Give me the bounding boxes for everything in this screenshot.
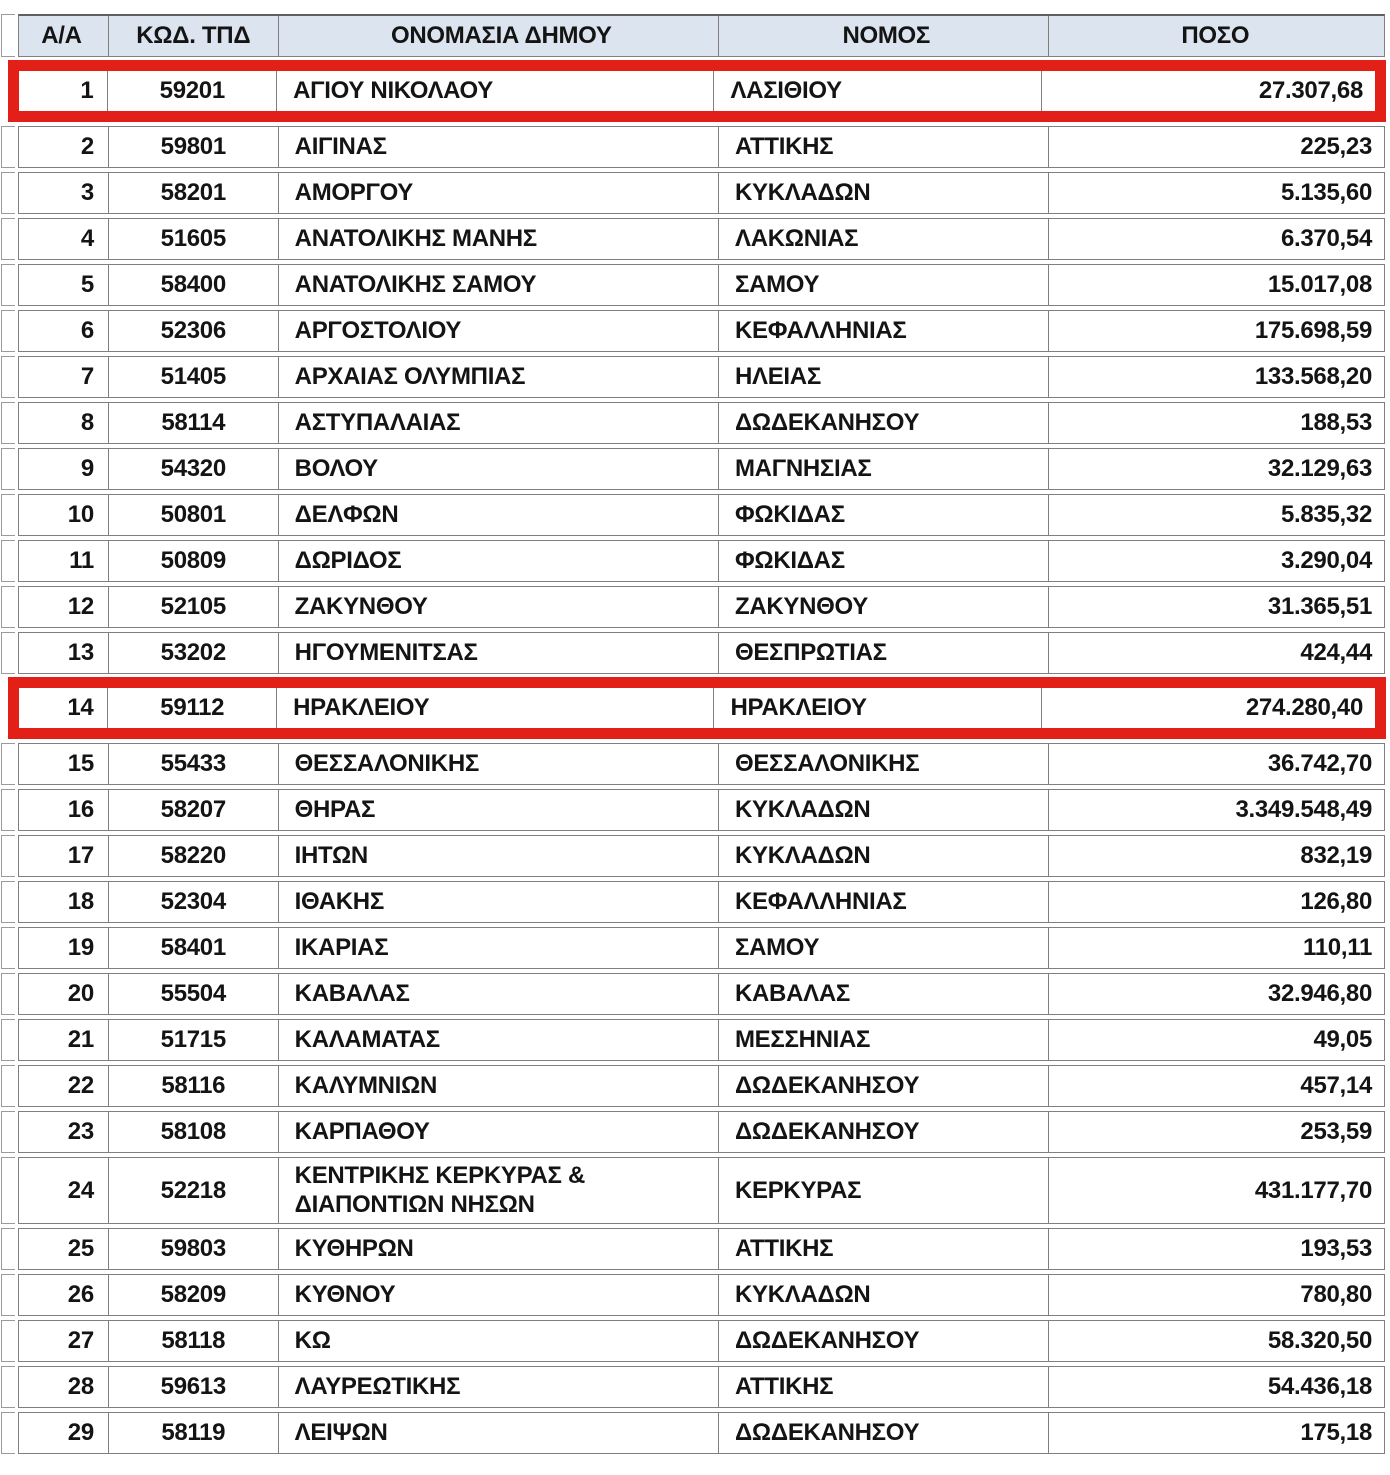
- cell-code: 51605: [108, 219, 278, 259]
- table-row: [18, 448, 1385, 490]
- municipalities-amounts-table: [18, 14, 1385, 1454]
- table-row: [18, 402, 1385, 444]
- cell-aa: 22: [67, 1072, 94, 1100]
- cell-municipality: ΔΕΛΦΩΝ: [278, 495, 718, 535]
- cell-municipality: ΒΟΛΟΥ: [278, 449, 718, 489]
- cell-prefecture: ΗΛΕΙΑΣ: [718, 357, 1048, 397]
- cell-amount: 253,59: [1048, 1112, 1385, 1152]
- cell-prefecture: ΚΥΚΛΑΔΩΝ: [718, 836, 1048, 876]
- cell-code: 58220: [108, 836, 278, 876]
- cell-code: 58207: [108, 790, 278, 830]
- cell-code: 50801: [108, 495, 278, 535]
- table-row: [18, 310, 1385, 352]
- cell-code: 58401: [108, 928, 278, 968]
- cell-code: 59112: [107, 688, 276, 728]
- cell-prefecture: ΘΕΣΠΡΩΤΙΑΣ: [718, 633, 1048, 673]
- cell-prefecture: ΣΑΜΟΥ: [718, 928, 1048, 968]
- column-header-aa: Α/Α: [19, 16, 108, 56]
- cell-municipality: ΚΥΘΗΡΩΝ: [278, 1229, 718, 1269]
- cell-aa: 16: [67, 796, 94, 824]
- cell-prefecture: ΔΩΔΕΚΑΝΗΣΟΥ: [718, 1066, 1048, 1106]
- cell-amount: 5.135,60: [1048, 173, 1385, 213]
- cell-municipality: ΑΜΟΡΓΟΥ: [278, 173, 718, 213]
- cell-municipality: ΚΥΘΝΟΥ: [278, 1275, 718, 1315]
- table-row: [18, 586, 1385, 628]
- cell-aa: 26: [67, 1280, 94, 1308]
- cell-code: 51405: [108, 357, 278, 397]
- table-row: [18, 881, 1385, 923]
- cell-code: 52218: [108, 1158, 278, 1223]
- cell-code: 58114: [108, 403, 278, 443]
- cell-prefecture: ΜΕΣΣΗΝΙΑΣ: [718, 1020, 1048, 1060]
- cell-aa: 23: [67, 1118, 94, 1146]
- cell-municipality: ΘΕΣΣΑΛΟΝΙΚΗΣ: [278, 744, 718, 784]
- cell-amount: 6.370,54: [1048, 219, 1385, 259]
- cell-code: 58209: [108, 1275, 278, 1315]
- cell-prefecture: ΗΡΑΚΛΕΙΟΥ: [713, 688, 1040, 728]
- cell-prefecture: ΑΤΤΙΚΗΣ: [718, 127, 1048, 167]
- cell-amount: 175,18: [1048, 1413, 1385, 1453]
- cell-aa: 21: [67, 1026, 94, 1054]
- cell-municipality: ΗΡΑΚΛΕΙΟΥ: [276, 688, 713, 728]
- cell-amount: 110,11: [1048, 928, 1385, 968]
- cell-code: 58119: [108, 1413, 278, 1453]
- cell-amount: 36.742,70: [1048, 744, 1385, 784]
- cell-amount: 126,80: [1048, 882, 1385, 922]
- cell-prefecture: ΚΕΡΚΥΡΑΣ: [718, 1158, 1048, 1223]
- cell-aa: 24: [67, 1176, 94, 1204]
- cell-code: 58201: [108, 173, 278, 213]
- cell-municipality: ΙΗΤΩΝ: [278, 836, 718, 876]
- cell-amount: 188,53: [1048, 403, 1385, 443]
- cell-amount: 431.177,70: [1048, 1158, 1385, 1223]
- cell-prefecture: ΔΩΔΕΚΑΝΗΣΟΥ: [718, 1413, 1048, 1453]
- cell-amount: 58.320,50: [1048, 1321, 1385, 1361]
- cell-municipality: ΚΕΝΤΡΙΚΗΣ ΚΕΡΚΥΡΑΣ & ΔΙΑΠΟΝΤΙΩΝ ΝΗΣΩΝ: [278, 1158, 718, 1223]
- cell-municipality: ΚΑΡΠΑΘΟΥ: [278, 1112, 718, 1152]
- cell-prefecture: ΦΩΚΙΔΑΣ: [718, 541, 1048, 581]
- cell-amount: 15.017,08: [1048, 265, 1385, 305]
- table-row: [18, 927, 1385, 969]
- cell-prefecture: ΦΩΚΙΔΑΣ: [718, 495, 1048, 535]
- cell-prefecture: ΣΑΜΟΥ: [718, 265, 1048, 305]
- cell-code: 52105: [108, 587, 278, 627]
- cell-aa: 8: [80, 409, 94, 437]
- cell-prefecture: ΔΩΔΕΚΑΝΗΣΟΥ: [718, 1112, 1048, 1152]
- cell-prefecture: ΖΑΚΥΝΘΟΥ: [718, 587, 1048, 627]
- cell-aa: 9: [80, 455, 94, 483]
- table-row: [18, 172, 1385, 214]
- column-header-municipality: ΟΝΟΜΑΣΙΑ ΔΗΜΟΥ: [278, 16, 718, 56]
- cell-amount: 32.129,63: [1048, 449, 1385, 489]
- table-row: [18, 540, 1385, 582]
- cell-prefecture: ΑΤΤΙΚΗΣ: [718, 1367, 1048, 1407]
- table-row: [18, 973, 1385, 1015]
- cell-amount: 193,53: [1048, 1229, 1385, 1269]
- cell-aa: 5: [80, 271, 94, 299]
- cell-amount: 780,80: [1048, 1275, 1385, 1315]
- cell-municipality: ΑΝΑΤΟΛΙΚΗΣ ΣΑΜΟΥ: [278, 265, 718, 305]
- cell-code: 50809: [108, 541, 278, 581]
- cell-aa: 11: [69, 547, 94, 575]
- cell-municipality: ΑΡΧΑΙΑΣ ΟΛΥΜΠΙΑΣ: [278, 357, 718, 397]
- cell-municipality: ΗΓΟΥΜΕΝΙΤΣΑΣ: [278, 633, 718, 673]
- cell-aa: 10: [67, 501, 94, 529]
- cell-aa: 28: [67, 1372, 94, 1400]
- table-row: [18, 1412, 1385, 1454]
- cell-prefecture: ΑΤΤΙΚΗΣ: [718, 1229, 1048, 1269]
- cell-amount: 424,44: [1048, 633, 1385, 673]
- cell-amount: 274.280,40: [1041, 688, 1375, 728]
- table-row: [18, 1320, 1385, 1362]
- cell-amount: 225,23: [1048, 127, 1385, 167]
- cell-aa: 29: [67, 1418, 94, 1446]
- cell-municipality: ΛΕΙΨΩΝ: [278, 1413, 718, 1453]
- cell-aa: 12: [67, 593, 94, 621]
- cell-amount: 54.436,18: [1048, 1367, 1385, 1407]
- cell-amount: 3.290,04: [1048, 541, 1385, 581]
- cell-aa: 27: [67, 1326, 94, 1354]
- table-row: [18, 1065, 1385, 1107]
- cell-prefecture: ΚΕΦΑΛΛΗΝΙΑΣ: [718, 311, 1048, 351]
- cell-municipality: ΚΑΛΥΜΝΙΩΝ: [278, 1066, 718, 1106]
- table-row: [18, 264, 1385, 306]
- cell-amount: 832,19: [1048, 836, 1385, 876]
- cell-code: 59201: [107, 71, 276, 111]
- cell-prefecture: ΘΕΣΣΑΛΟΝΙΚΗΣ: [718, 744, 1048, 784]
- cell-municipality: ΖΑΚΥΝΘΟΥ: [278, 587, 718, 627]
- column-header-code: ΚΩΔ. ΤΠΔ: [108, 16, 278, 56]
- cell-aa: 1: [80, 77, 94, 105]
- cell-prefecture: ΛΑΚΩΝΙΑΣ: [718, 219, 1048, 259]
- cell-municipality: ΚΩ: [278, 1321, 718, 1361]
- cell-aa: 18: [67, 888, 94, 916]
- cell-aa: 3: [80, 179, 94, 207]
- table-row: [18, 1111, 1385, 1153]
- cell-amount: 27.307,68: [1041, 71, 1375, 111]
- column-header-prefecture: ΝΟΜΟΣ: [718, 16, 1048, 56]
- table-row: [18, 1019, 1385, 1061]
- table-row: [18, 494, 1385, 536]
- table-row: [18, 1157, 1385, 1224]
- table-header-row: [18, 14, 1385, 57]
- table-row: [18, 356, 1385, 398]
- cell-aa: 15: [67, 750, 94, 778]
- cell-aa: 20: [67, 980, 94, 1008]
- cell-code: 53202: [108, 633, 278, 673]
- cell-municipality: ΚΑΒΑΛΑΣ: [278, 974, 718, 1014]
- table-row: [18, 789, 1385, 831]
- cell-municipality: ΑΝΑΤΟΛΙΚΗΣ ΜΑΝΗΣ: [278, 219, 718, 259]
- cell-prefecture: ΚΥΚΛΑΔΩΝ: [718, 790, 1048, 830]
- table-row: [18, 835, 1385, 877]
- cell-amount: 457,14: [1048, 1066, 1385, 1106]
- cell-amount: 133.568,20: [1048, 357, 1385, 397]
- cell-municipality: ΙΚΑΡΙΑΣ: [278, 928, 718, 968]
- table-row: [18, 218, 1385, 260]
- cell-municipality: ΔΩΡΙΔΟΣ: [278, 541, 718, 581]
- cell-amount: 5.835,32: [1048, 495, 1385, 535]
- cell-municipality: ΑΣΤΥΠΑΛΑΙΑΣ: [278, 403, 718, 443]
- column-header-amount: ΠΟΣΟ: [1048, 16, 1385, 56]
- cell-prefecture: ΚΑΒΑΛΑΣ: [718, 974, 1048, 1014]
- cell-aa: 6: [80, 317, 94, 345]
- cell-municipality: ΘΗΡΑΣ: [278, 790, 718, 830]
- cell-prefecture: ΛΑΣΙΘΙΟΥ: [713, 71, 1040, 111]
- cell-amount: 31.365,51: [1048, 587, 1385, 627]
- cell-amount: 49,05: [1048, 1020, 1385, 1060]
- table-row: [18, 632, 1385, 674]
- cell-municipality: ΛΑΥΡΕΩΤΙΚΗΣ: [278, 1367, 718, 1407]
- table-row-highlighted: [8, 677, 1386, 739]
- cell-municipality: ΙΘΑΚΗΣ: [278, 882, 718, 922]
- cell-aa: 19: [67, 934, 94, 962]
- cell-municipality: ΑΙΓΙΝΑΣ: [278, 127, 718, 167]
- cell-amount: 3.349.548,49: [1048, 790, 1385, 830]
- table-row: [18, 1274, 1385, 1316]
- table-row: [18, 743, 1385, 785]
- cell-code: 55433: [108, 744, 278, 784]
- cell-code: 58400: [108, 265, 278, 305]
- cell-code: 51715: [108, 1020, 278, 1060]
- cell-aa: 2: [80, 133, 94, 161]
- cell-code: 52306: [108, 311, 278, 351]
- cell-code: 59613: [108, 1367, 278, 1407]
- cell-aa: 4: [80, 225, 94, 253]
- cell-municipality: ΑΓΙΟΥ ΝΙΚΟΛΑΟΥ: [276, 71, 713, 111]
- cell-aa: 17: [67, 842, 94, 870]
- table-row-highlighted: [8, 60, 1386, 122]
- cell-code: 58108: [108, 1112, 278, 1152]
- cell-prefecture: ΔΩΔΕΚΑΝΗΣΟΥ: [718, 403, 1048, 443]
- table-row: [18, 1228, 1385, 1270]
- cell-prefecture: ΔΩΔΕΚΑΝΗΣΟΥ: [718, 1321, 1048, 1361]
- table-row: [18, 126, 1385, 168]
- table-row: [18, 1366, 1385, 1408]
- cell-prefecture: ΜΑΓΝΗΣΙΑΣ: [718, 449, 1048, 489]
- cell-municipality: ΚΑΛΑΜΑΤΑΣ: [278, 1020, 718, 1060]
- cell-aa: 13: [67, 639, 94, 667]
- cell-code: 58116: [108, 1066, 278, 1106]
- cell-code: 59803: [108, 1229, 278, 1269]
- cell-aa: 7: [80, 363, 94, 391]
- cell-code: 52304: [108, 882, 278, 922]
- cell-amount: 32.946,80: [1048, 974, 1385, 1014]
- cell-code: 59801: [108, 127, 278, 167]
- cell-prefecture: ΚΥΚΛΑΔΩΝ: [718, 173, 1048, 213]
- cell-municipality: ΑΡΓΟΣΤΟΛΙΟΥ: [278, 311, 718, 351]
- cell-code: 58118: [108, 1321, 278, 1361]
- cell-prefecture: ΚΥΚΛΑΔΩΝ: [718, 1275, 1048, 1315]
- cell-code: 54320: [108, 449, 278, 489]
- cell-aa: 14: [67, 694, 94, 722]
- cell-aa: 25: [67, 1234, 94, 1262]
- cell-code: 55504: [108, 974, 278, 1014]
- cell-prefecture: ΚΕΦΑΛΛΗΝΙΑΣ: [718, 882, 1048, 922]
- cell-amount: 175.698,59: [1048, 311, 1385, 351]
